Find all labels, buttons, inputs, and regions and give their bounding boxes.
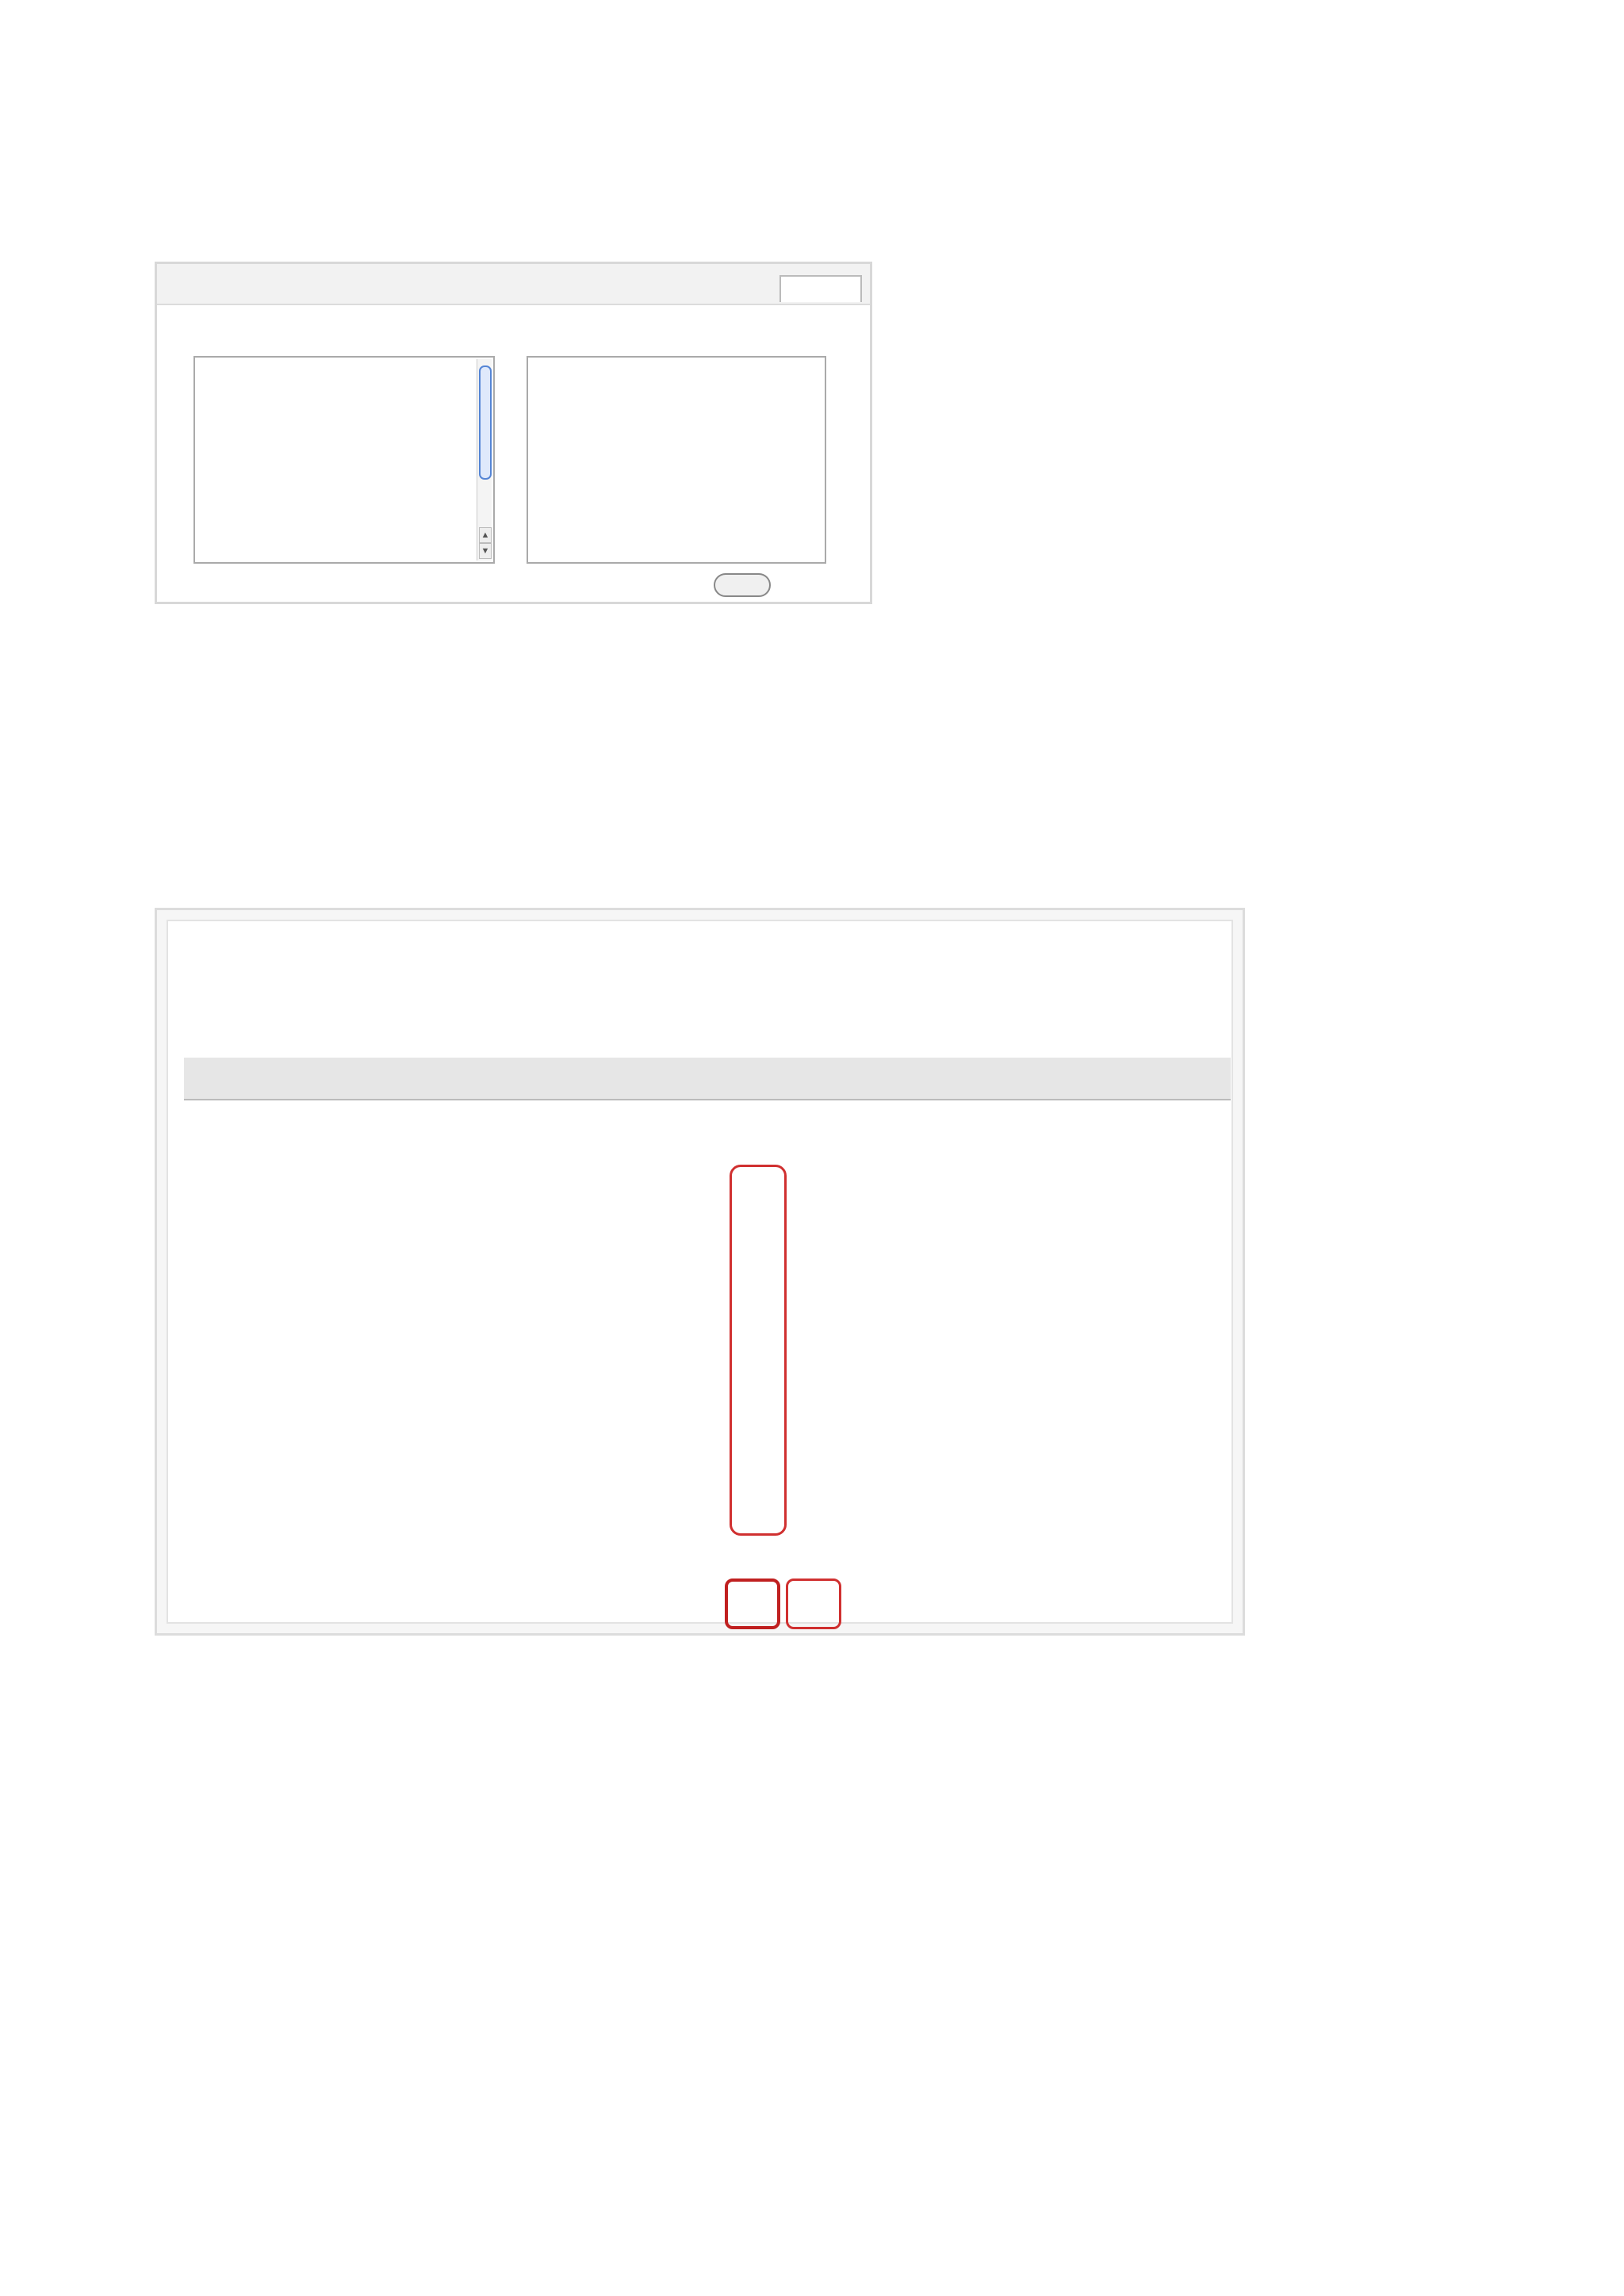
highlight-edit-link	[725, 1578, 780, 1629]
highlight-custom-copy-link	[786, 1578, 841, 1629]
default-segments-list[interactable]	[193, 356, 495, 564]
segment-selector-button[interactable]	[779, 275, 862, 302]
manage-panel	[167, 920, 1233, 1624]
scroll-down-icon[interactable]: ▼	[479, 543, 492, 559]
highlight-copy-links	[730, 1165, 787, 1536]
scrollbar[interactable]	[477, 359, 492, 561]
table-header	[184, 1058, 1231, 1100]
manage-segments-screenshot	[155, 908, 1245, 1636]
advanced-segments-pulldown	[155, 262, 872, 604]
scroll-up-icon[interactable]: ▲	[479, 527, 492, 543]
create-segment-link[interactable]	[814, 969, 829, 1000]
pulldown-topbar	[157, 264, 870, 305]
custom-segments-list[interactable]	[527, 356, 826, 564]
apply-button[interactable]	[714, 573, 771, 597]
scrollbar-thumb[interactable]	[479, 365, 492, 480]
